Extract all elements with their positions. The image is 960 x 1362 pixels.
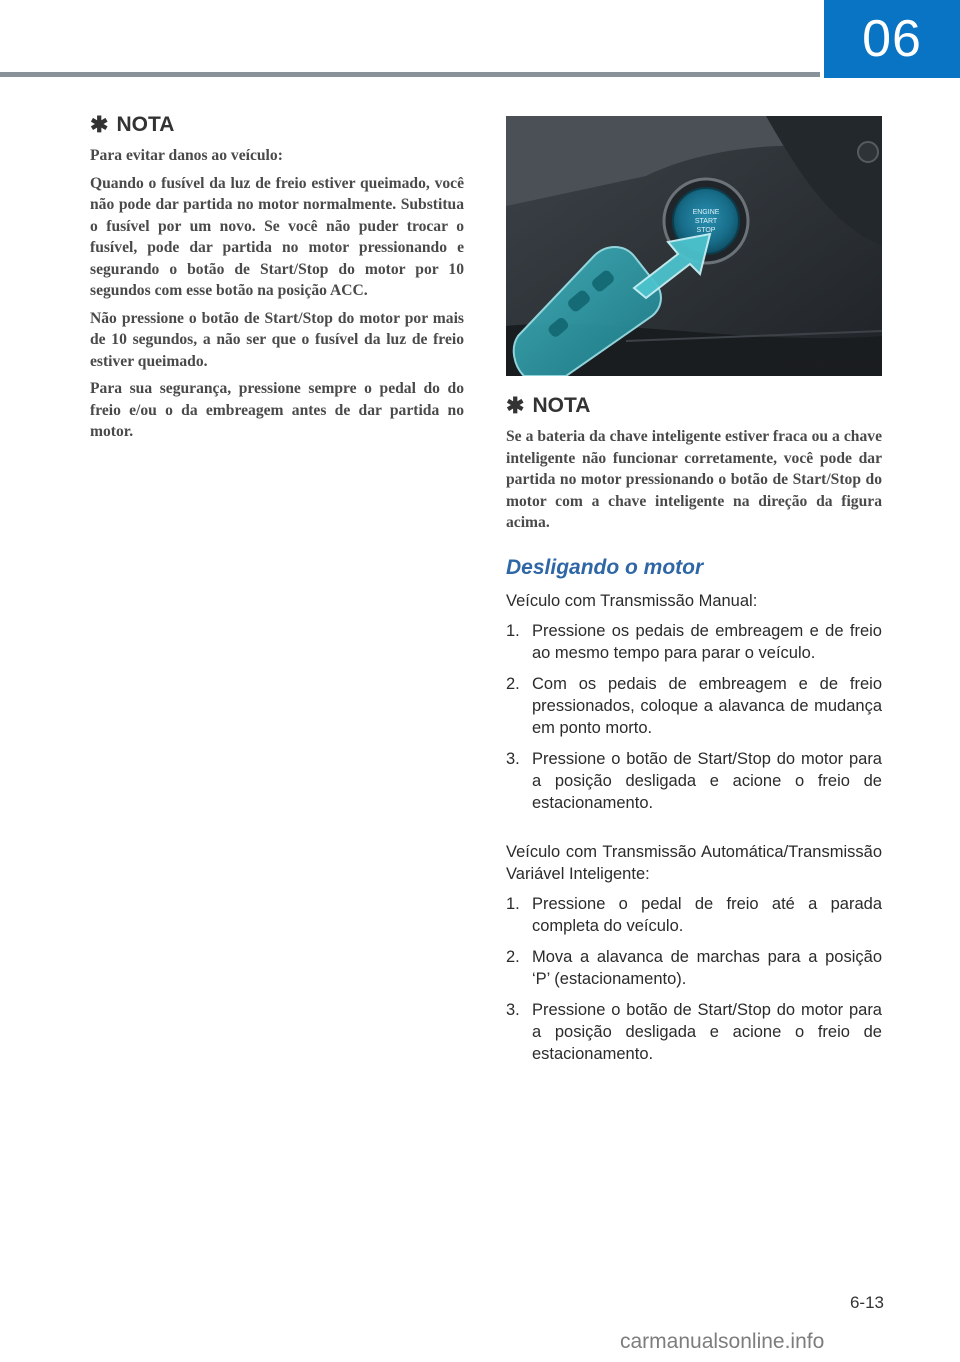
step-number: 2. bbox=[506, 674, 520, 693]
manual-intro: Veículo com Transmissão Manual: bbox=[506, 591, 758, 610]
note-paragraph: Para sua segurança, pressione sempre o pedal do do freio e/ou o da embreagem antes de dar partida no motor. bbox=[90, 380, 464, 440]
chapter-tab: 06 bbox=[824, 0, 960, 78]
button-label: START bbox=[694, 218, 718, 225]
note-paragraph: Se a bateria da chave inteligente estiver fraca ou a chave inteligente não funcionar corretamente, você pode dar partida no motor pressionando o botão de Start/Stop do motor com a chave inteligente na direção da figura acima. bbox=[506, 428, 882, 531]
manual-steps bbox=[506, 620, 882, 814]
list-item bbox=[506, 620, 882, 664]
left-column bbox=[90, 113, 464, 449]
list-item bbox=[506, 946, 882, 990]
watermark: carmanualsonline.info bbox=[620, 1330, 825, 1353]
step-text: Pressione o botão de Start/Stop do motor para a posição desligada e acione o freio de estacionamento. bbox=[532, 749, 882, 812]
note-paragraph: Não pressione o botão de Start/Stop do motor por mais de 10 segundos, a não ser que o fusível da luz de freio estiver queimado. bbox=[90, 309, 464, 370]
step-text: Com os pedais de embreagem e de freio pressionados, coloque a alavanca de mudança em ponto morto. bbox=[532, 674, 882, 737]
note-heading bbox=[90, 113, 464, 137]
button-label: ENGINE bbox=[692, 209, 720, 216]
note-paragraph: Para evitar danos ao veículo: bbox=[90, 147, 283, 164]
step-text: Mova a alavanca de marchas para a posição ‘P’ (estacionamento). bbox=[532, 947, 882, 988]
step-number: 3. bbox=[506, 1000, 520, 1019]
spacer bbox=[506, 823, 882, 841]
page-number: 6-13 bbox=[849, 1293, 884, 1312]
note-heading-label: NOTA bbox=[532, 394, 591, 417]
step-number: 1. bbox=[506, 894, 520, 913]
smart-key-illustration bbox=[506, 116, 882, 376]
step-number: 3. bbox=[506, 749, 520, 768]
step-number: 1. bbox=[506, 621, 520, 640]
list-item bbox=[506, 748, 882, 814]
asterisk-icon: ✱ bbox=[506, 393, 525, 418]
note-paragraph: Quando o fusível da luz de freio estiver queimado, você não pode dar partida no motor normalmente. Substitua o fusível por um novo. Se você não puder trocar o fusível, pode dar partida no motor pressionando e segurando o botão de Start/Stop do motor por 10 segundos com esse botão na posição ACC. bbox=[90, 174, 464, 299]
automatic-intro: Veículo com Transmissão Automática/Transmissão Variável Inteligente: bbox=[506, 842, 882, 883]
right-column bbox=[506, 116, 882, 1074]
header-rule bbox=[0, 72, 820, 77]
step-text: Pressione o pedal de freio até a parada completa do veículo. bbox=[532, 894, 882, 935]
engine-start-figure bbox=[506, 116, 882, 376]
list-item bbox=[506, 673, 882, 739]
note-heading-label: NOTA bbox=[116, 113, 175, 136]
step-text: Pressione o botão de Start/Stop do motor para a posição desligada e acione o freio de estacionamento. bbox=[532, 1000, 882, 1063]
figure-code: SUBR2021087 bbox=[790, 359, 876, 373]
button-label: STOP bbox=[696, 227, 716, 234]
list-item bbox=[506, 893, 882, 937]
asterisk-icon: ✱ bbox=[90, 112, 109, 137]
list-item bbox=[506, 999, 882, 1065]
automatic-steps bbox=[506, 893, 882, 1065]
section-title: Desligando o motor bbox=[506, 555, 704, 579]
note-heading bbox=[506, 394, 882, 418]
step-number: 2. bbox=[506, 947, 520, 966]
step-text: Pressione os pedais de embreagem e de freio ao mesmo tempo para parar o veículo. bbox=[532, 621, 882, 662]
